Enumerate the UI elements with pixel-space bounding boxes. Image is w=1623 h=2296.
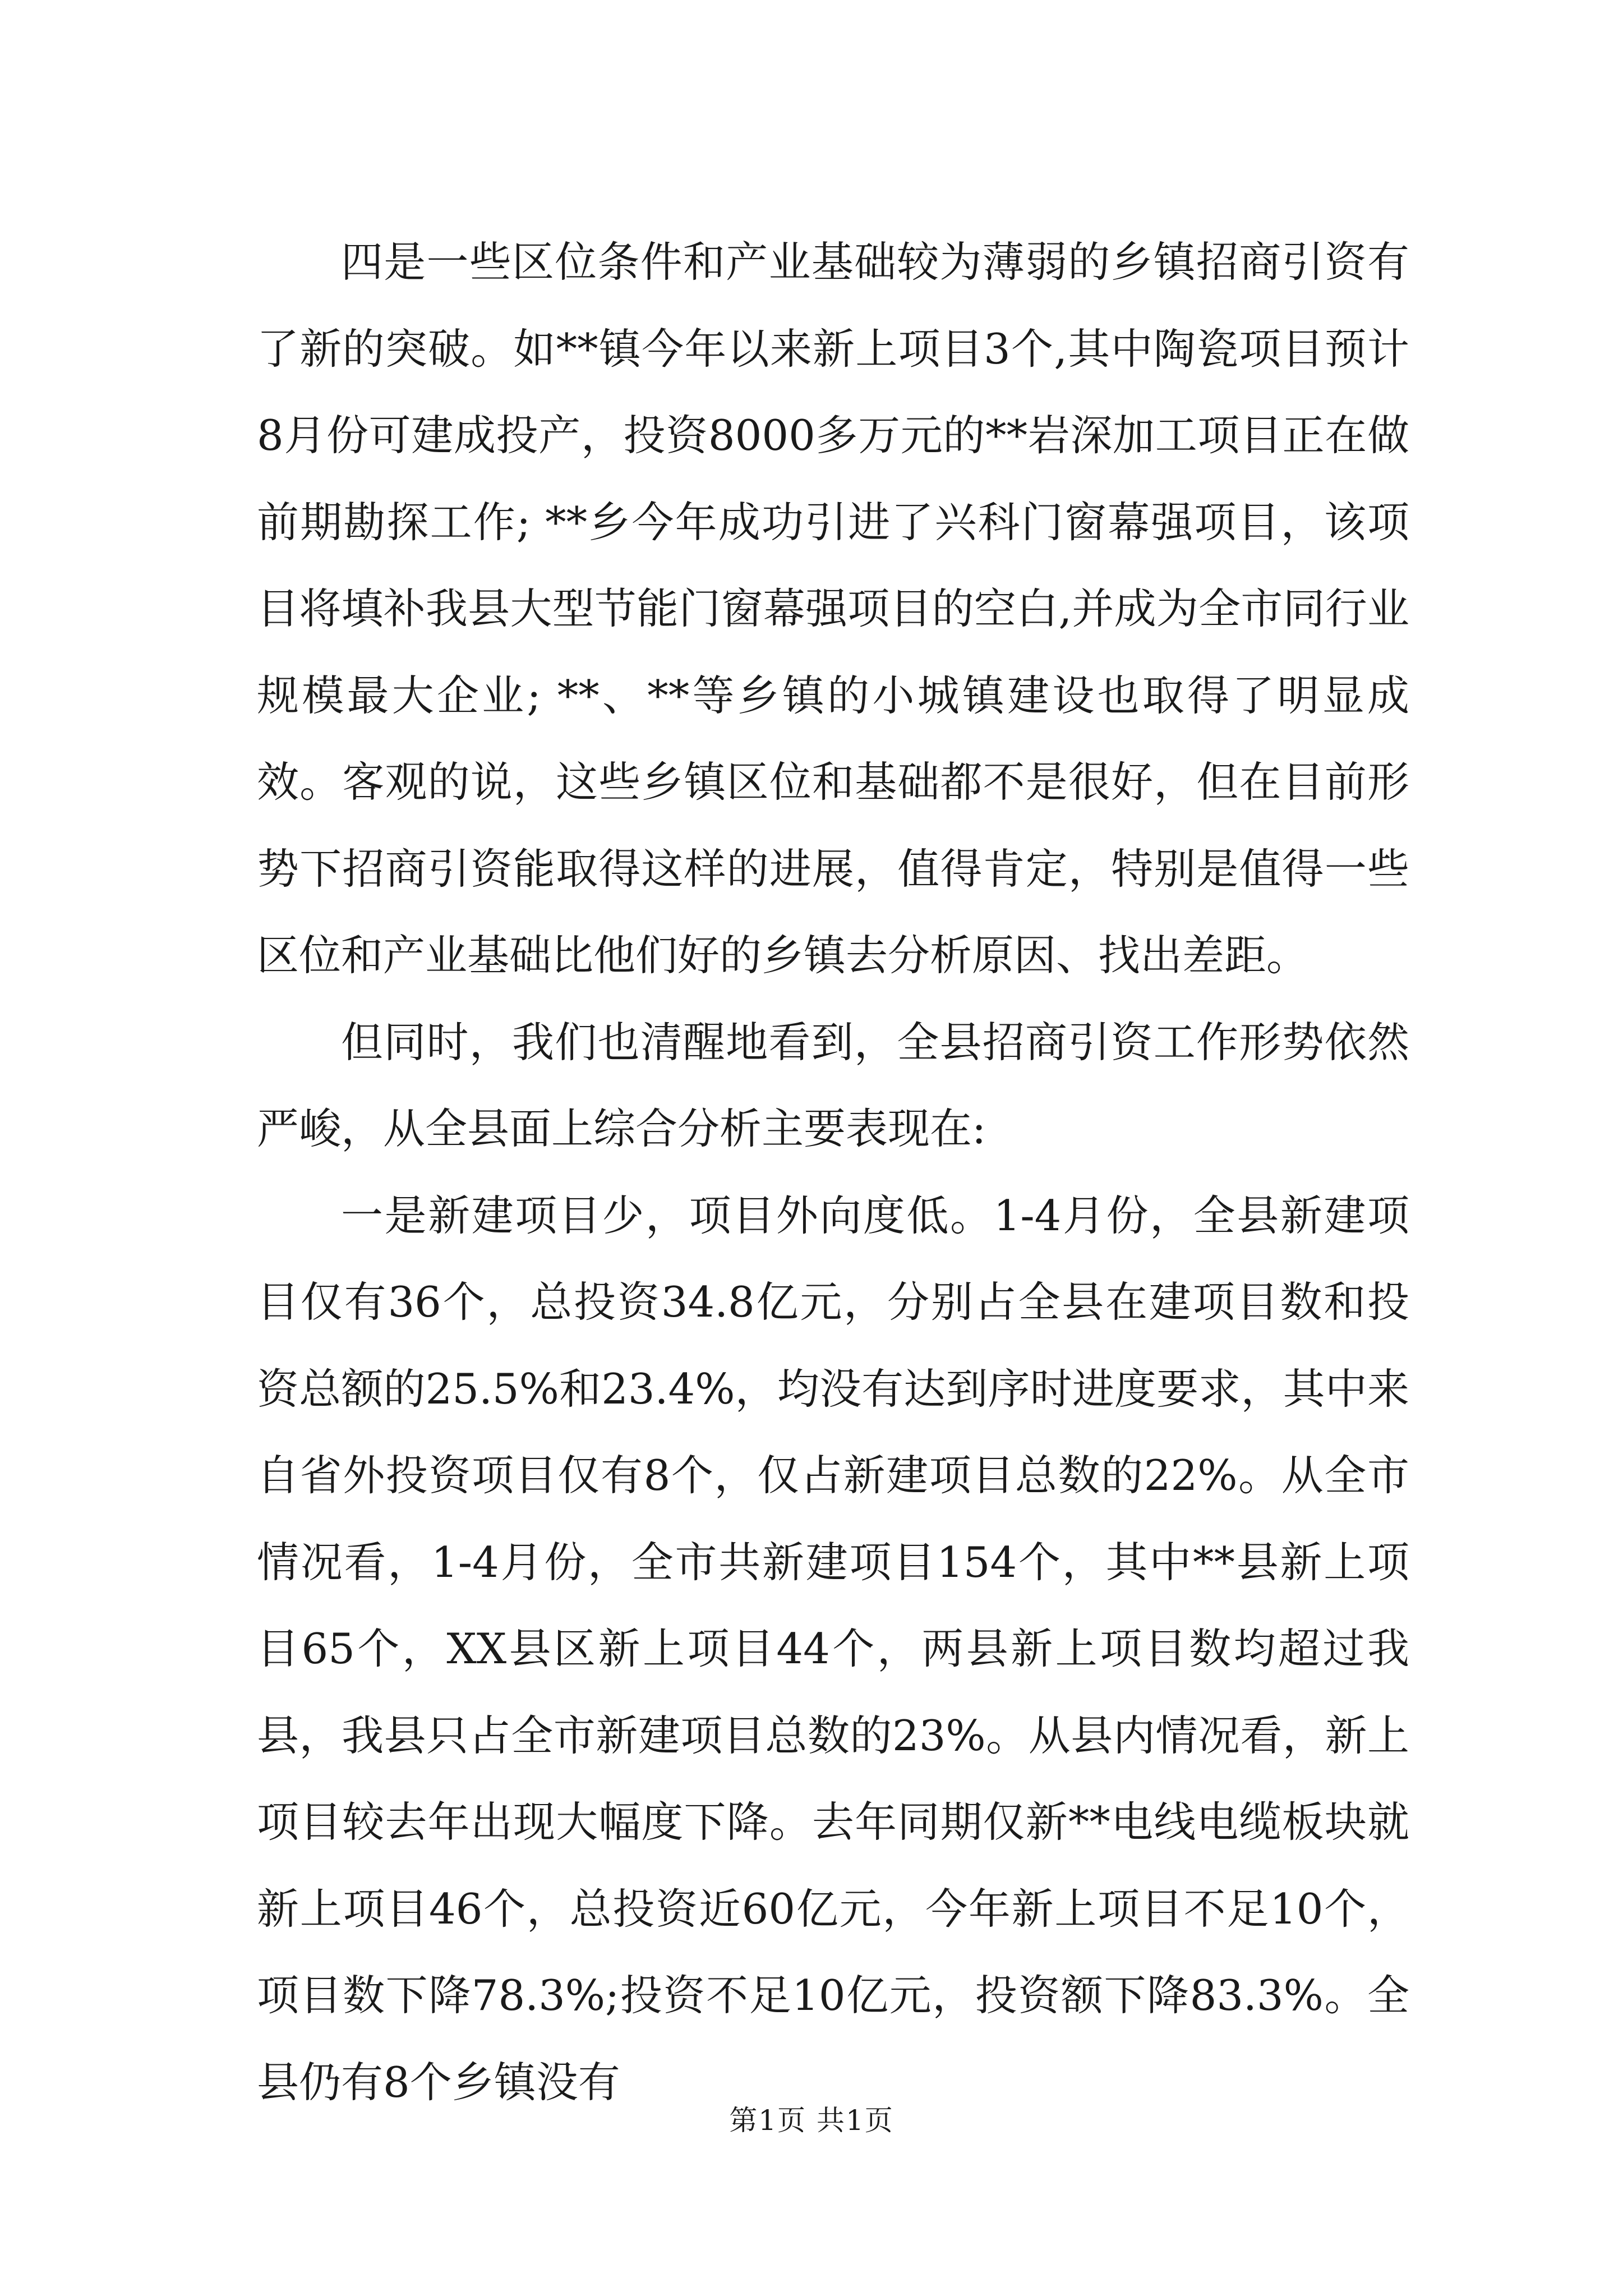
- page-footer: 第1页 共1页: [729, 2104, 894, 2137]
- paragraph-situation: 但同时，我们也清醒地看到，全县招商引资工作形势依然严峻，从全县面上综合分析主要表现在:: [257, 1017, 1409, 1153]
- paragraph-breakthrough: 四是一些区位条件和产业基础较为薄弱的乡镇招商引资有了新的突破。如**镇今年以来新上项目3个,其中陶瓷项目预计8月份可建成投产，投资8000多万元的**岩深加工项目正在做前期勘探工作; **乡今年成功引进了兴科门窗幕强项目，该项目将填补我县大型节能门窗幕强项目的空白,并成为全市同行业规模最大企业; **、**等乡镇的小城镇建设也取得了明显成效。客观的说，这些乡镇区位和基础都不是很好，但在目前形势下招商引资能取得这样的进展，值得肯定，特别是值得一些区位和产业基础比他们好的乡镇去分析原因、找出差距。: [257, 237, 1409, 980]
- document-body: [257, 219, 1409, 2125]
- paragraph-new-projects: 一是新建项目少，项目外向度低。1-4月份，全县新建项目仅有36个，总投资34.8亿元，分别占全县在建项目数和投资总额的25.5%和23.4%，均没有达到序时进度要求，其中来自省外投资项目仅有8个，仅占新建项目总数的22%。从全市情况看，1-4月份，全市共新建项目154个，其中**县新上项目65个，XX县区新上项目44个，两县新上项目数均超过我县，我县只占全市新建项目总数的23%。从县内情况看，新上项目较去年出现大幅度下降。去年同期仅新**电线电缆板块就新上项目46个，总投资近60亿元，今年新上项目不足10个，项目数下降78.3%;投资不足10亿元，投资额下降83.3%。全县仍有8个乡镇没有: [257, 1190, 1409, 2107]
